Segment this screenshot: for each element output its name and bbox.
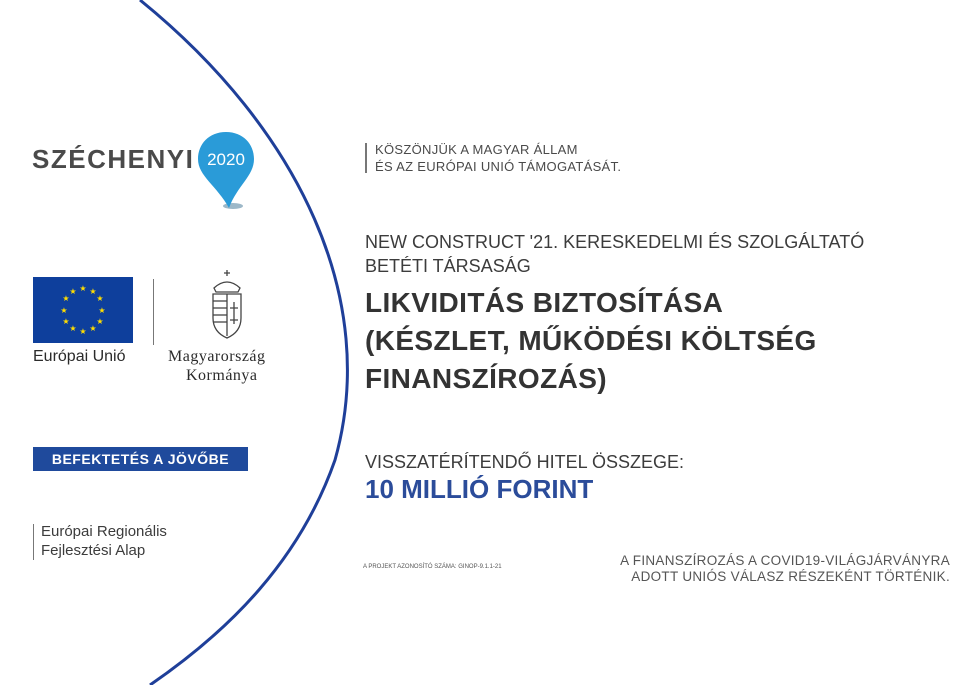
thanks-line2: ÉS AZ EURÓPAI UNIÓ TÁMOGATÁSÁT. [375, 159, 622, 174]
szechenyi-pin-icon [195, 130, 257, 212]
government-label-line1: Magyarország [168, 348, 266, 365]
thanks-divider [365, 143, 367, 173]
svg-text:★: ★ [96, 294, 104, 303]
eu-flag-icon [33, 277, 133, 343]
project-title-line3: FINANSZÍROZÁS) [365, 363, 608, 394]
company-name-line1: NEW CONSTRUCT '21. KERESKEDELMI ÉS SZOLGÁLTATÓ [365, 232, 865, 252]
government-label-line2: Kormánya [186, 367, 258, 384]
svg-text:★: ★ [89, 324, 97, 333]
loan-amount-label: VISSZATÉRÍTENDŐ HITEL ÖSSZEGE: [365, 452, 685, 472]
svg-text:★: ★ [62, 317, 70, 326]
svg-text:★: ★ [79, 284, 87, 293]
fund-label-line1: Európai Regionális [41, 523, 167, 540]
svg-text:★: ★ [69, 324, 77, 333]
svg-text:★: ★ [89, 287, 97, 296]
company-name-line2: BETÉTI TÁRSASÁG [365, 256, 531, 276]
svg-text:★: ★ [62, 294, 70, 303]
covid-note-line2: ADOTT UNIÓS VÁLASZ RÉSZEKÉNT TÖRTÉNIK. [631, 569, 950, 584]
project-title-line2: (KÉSZLET, MŰKÖDÉSI KÖLTSÉG [365, 325, 817, 356]
eu-label: Európai Unió [33, 348, 126, 365]
loan-amount-value: 10 MILLIÓ FORINT [365, 474, 594, 504]
project-id: A PROJEKT AZONOSÍTÓ SZÁMA: GINOP-9.1.1-21 [363, 564, 502, 570]
svg-text:★: ★ [96, 317, 104, 326]
szechenyi-year-text: 2020 [207, 150, 245, 169]
covid-note-line1: A FINANSZÍROZÁS A COVID19-VILÁGJÁRVÁNYRA [620, 553, 950, 568]
hungarian-coat-of-arms-icon [204, 268, 250, 340]
project-title-line1: LIKVIDITÁS BIZTOSÍTÁSA [365, 287, 724, 318]
svg-text:★: ★ [98, 306, 106, 315]
svg-text:★: ★ [69, 287, 77, 296]
szechenyi-logo-text: SZÉCHENYI [32, 144, 195, 174]
thanks-line1: KÖSZÖNJÜK A MAGYAR ÁLLAM [375, 142, 578, 157]
fund-divider [33, 524, 34, 560]
fund-label-line2: Fejlesztési Alap [41, 542, 146, 559]
logo-divider [153, 279, 154, 345]
svg-text:★: ★ [79, 327, 87, 336]
svg-text:★: ★ [60, 306, 68, 315]
invest-future-badge: BEFEKTETÉS A JÖVŐBE [33, 447, 248, 471]
